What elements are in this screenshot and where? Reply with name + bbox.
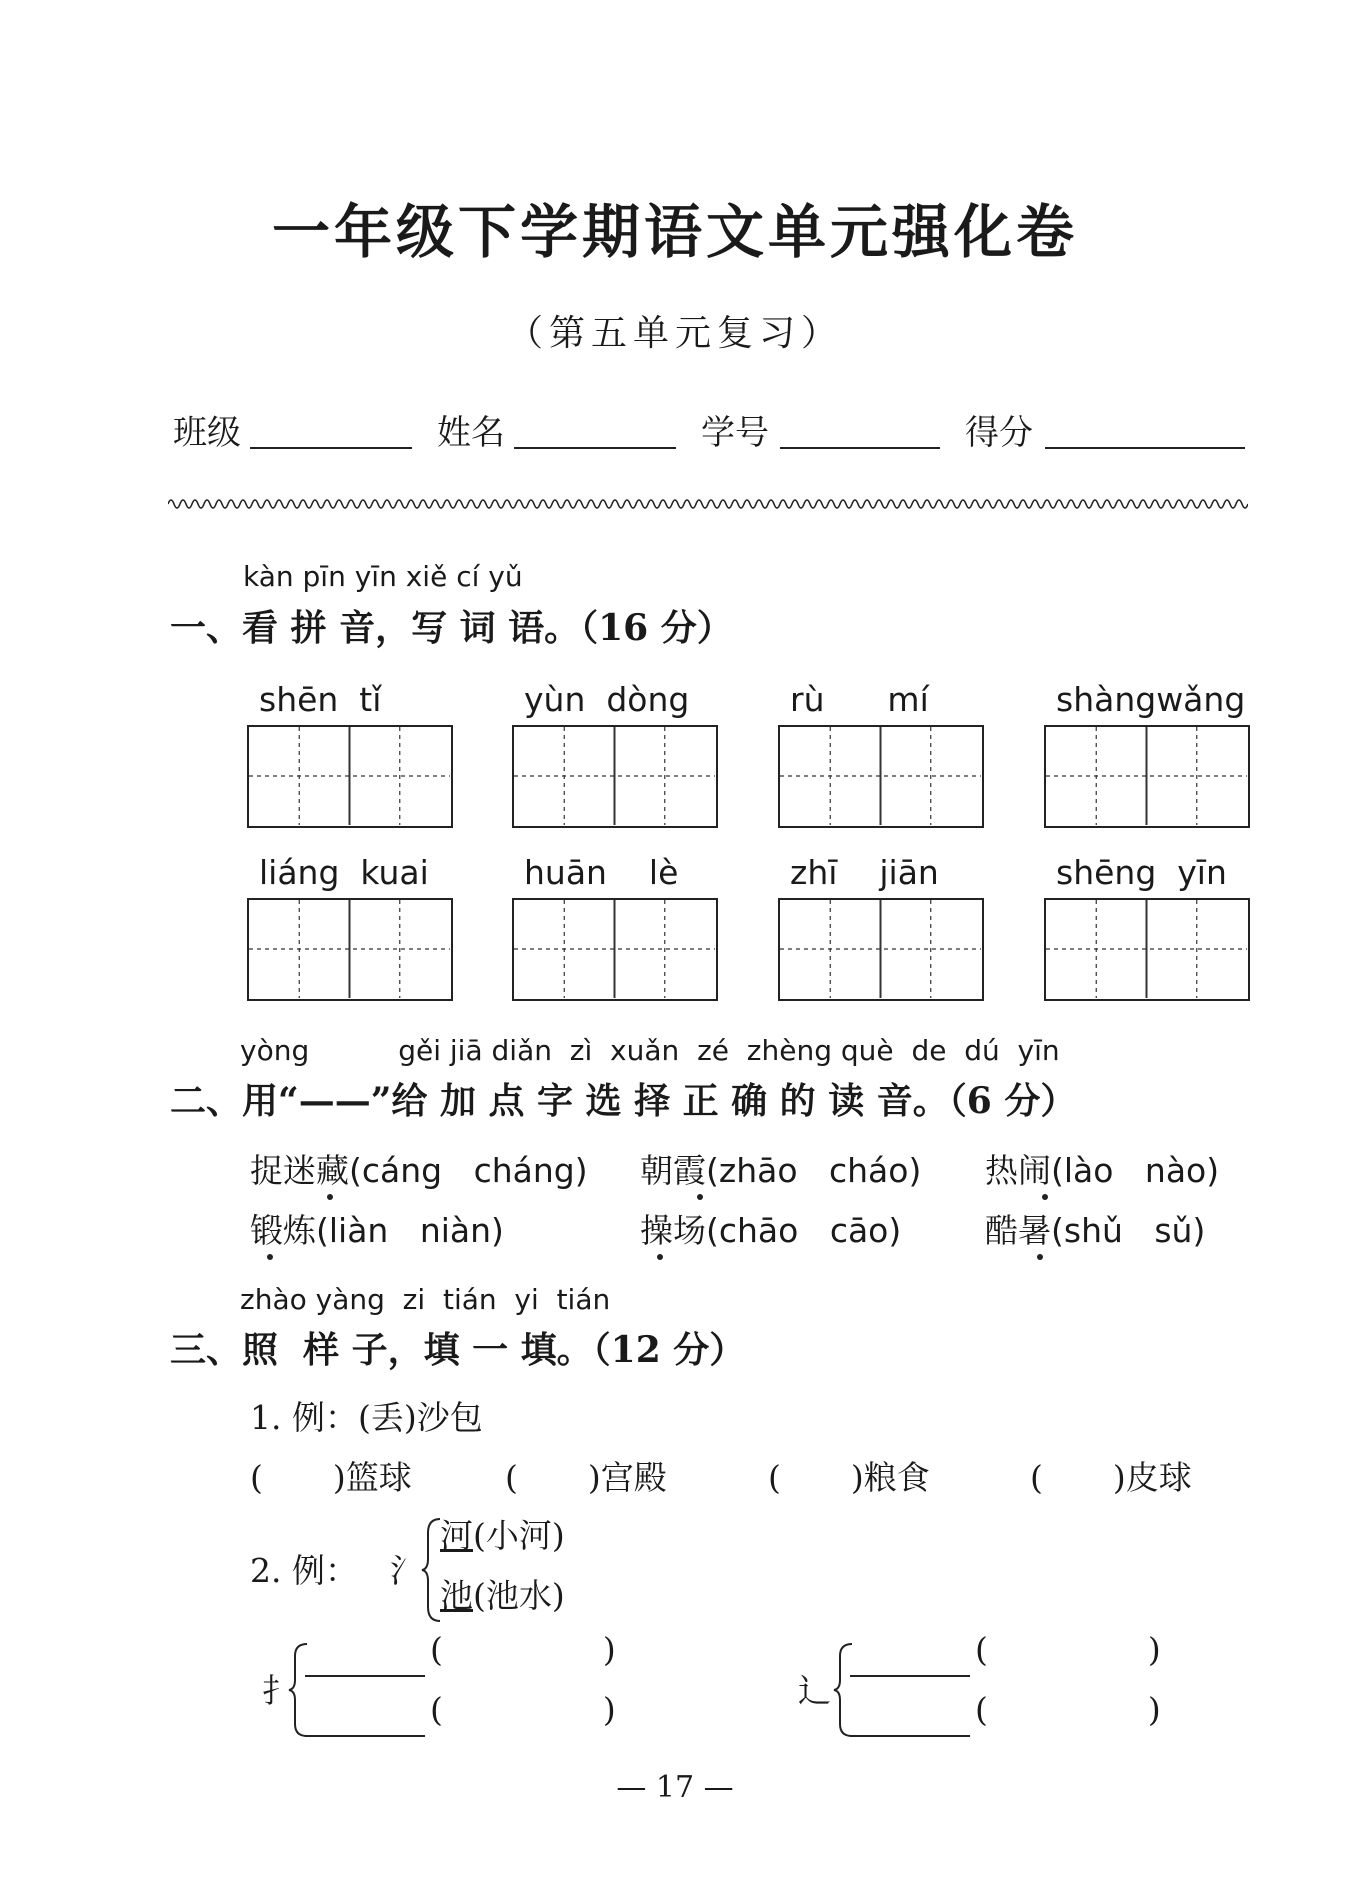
q3-fill-paren[interactable]: ( ) <box>430 1630 616 1669</box>
emphasis-dot <box>327 1194 333 1200</box>
emphasis-dot <box>657 1254 663 1260</box>
q3-fill-line[interactable] <box>305 1735 425 1737</box>
name-field[interactable] <box>514 447 676 449</box>
wavy-divider <box>168 493 1248 515</box>
word-pinyin: huān lè <box>524 853 679 892</box>
q3-example-2-radical: 氵 <box>390 1551 423 1590</box>
section-3-title: 三、照 样 子，填 一 填。（12 分） <box>170 1329 746 1371</box>
q2-item-5 <box>640 1205 901 1252</box>
emphasis-dot <box>1037 1254 1043 1260</box>
section-2-pinyin: yòng gěi jiā diǎn zì xuǎn zé zhèng què de dú yīn <box>240 1034 1060 1067</box>
q3-fill-paren[interactable]: ( ) <box>430 1690 616 1729</box>
q2-item-2 <box>640 1145 921 1192</box>
q3-fill-line[interactable] <box>850 1735 970 1737</box>
q2-item-1 <box>250 1145 588 1192</box>
q2-word: 锻炼 <box>250 1211 316 1250</box>
page-title: 一年级下学期语文单元强化卷 <box>271 198 1078 266</box>
word-pinyin: rù mí <box>790 680 929 719</box>
q2-item-6 <box>985 1205 1205 1252</box>
q3-fill-paren[interactable]: ( ) <box>975 1630 1161 1669</box>
section-3-pinyin: zhào yàng zi tián yi tián <box>240 1283 611 1316</box>
q2-choices[interactable]: (lào nào) <box>1051 1151 1220 1190</box>
q2-choices[interactable]: (shǔ sǔ) <box>1051 1211 1206 1250</box>
q3-example-2-label: 2. 例： <box>250 1551 358 1590</box>
tianzige-box[interactable] <box>512 725 718 828</box>
q3-radical-hand: 扌 <box>262 1671 295 1710</box>
q3-example-1: 1. 例：(丢)沙包 <box>250 1398 483 1437</box>
q2-word: 酷暑 <box>985 1211 1051 1250</box>
emphasis-dot <box>267 1254 273 1260</box>
tianzige-box[interactable] <box>1044 898 1250 1001</box>
tianzige-box[interactable] <box>512 898 718 1001</box>
q3-example-2-line-1: 河(小河) <box>440 1516 565 1555</box>
q3-blank-4[interactable]: ( )皮球 <box>1030 1458 1192 1497</box>
q2-choices[interactable]: (zhāo cháo) <box>706 1151 922 1190</box>
word-pinyin: zhī jiān <box>790 853 939 892</box>
student-id-label: 学号 <box>701 413 769 453</box>
brace-icon <box>287 1640 311 1740</box>
student-id-field[interactable] <box>780 447 940 449</box>
q3-blank-3[interactable]: ( )粮食 <box>768 1458 930 1497</box>
word-pinyin: shēng yīn <box>1056 853 1227 892</box>
class-label: 班级 <box>173 413 241 453</box>
class-field[interactable] <box>250 447 412 449</box>
page-number: — 17 — <box>616 1770 734 1805</box>
q2-choices[interactable]: (liàn niàn) <box>316 1211 504 1250</box>
tianzige-box[interactable] <box>1044 725 1250 828</box>
section-2-title: 二、用“——”给 加 点 字 选 择 正 确 的 读 音。（6 分） <box>170 1080 1077 1122</box>
q2-word: 热闹 <box>985 1151 1051 1190</box>
tianzige-box[interactable] <box>778 898 984 1001</box>
q3-fill-line[interactable] <box>850 1675 970 1677</box>
score-field[interactable] <box>1045 447 1245 449</box>
q2-word: 朝霞 <box>640 1151 706 1190</box>
word-pinyin: yùn dòng <box>524 680 690 719</box>
emphasis-dot <box>697 1194 703 1200</box>
brace-icon <box>832 1640 856 1740</box>
word-pinyin: shàngwǎng <box>1056 680 1246 719</box>
q2-word: 操场 <box>640 1211 706 1250</box>
tianzige-box[interactable] <box>247 898 453 1001</box>
tianzige-box[interactable] <box>778 725 984 828</box>
q2-word: 捉迷藏 <box>250 1151 349 1190</box>
page-subtitle: （第五单元复习） <box>506 313 843 354</box>
q2-item-4 <box>250 1205 504 1252</box>
emphasis-dot <box>1042 1194 1048 1200</box>
word-pinyin: liáng kuai <box>259 853 429 892</box>
score-label: 得分 <box>965 413 1033 453</box>
section-1-title: 一、看 拼 音，写 词 语。（16 分） <box>170 607 733 649</box>
q2-choices[interactable]: (cáng cháng) <box>349 1151 588 1190</box>
q3-fill-line[interactable] <box>305 1675 425 1677</box>
q2-item-3 <box>985 1145 1219 1192</box>
q2-choices[interactable]: (chāo cāo) <box>706 1211 902 1250</box>
tianzige-box[interactable] <box>247 725 453 828</box>
name-label: 姓名 <box>437 413 505 453</box>
section-1-pinyin: kàn pīn yīn xiě cí yǔ <box>243 560 523 593</box>
q3-example-2-line-2: 池(池水) <box>440 1576 565 1615</box>
q3-blank-2[interactable]: ( )宫殿 <box>505 1458 667 1497</box>
word-pinyin: shēn tǐ <box>259 680 382 719</box>
q3-blank-1[interactable]: ( )篮球 <box>250 1458 412 1497</box>
q3-fill-paren[interactable]: ( ) <box>975 1690 1161 1729</box>
q3-radical-walk: 辶 <box>798 1671 831 1710</box>
